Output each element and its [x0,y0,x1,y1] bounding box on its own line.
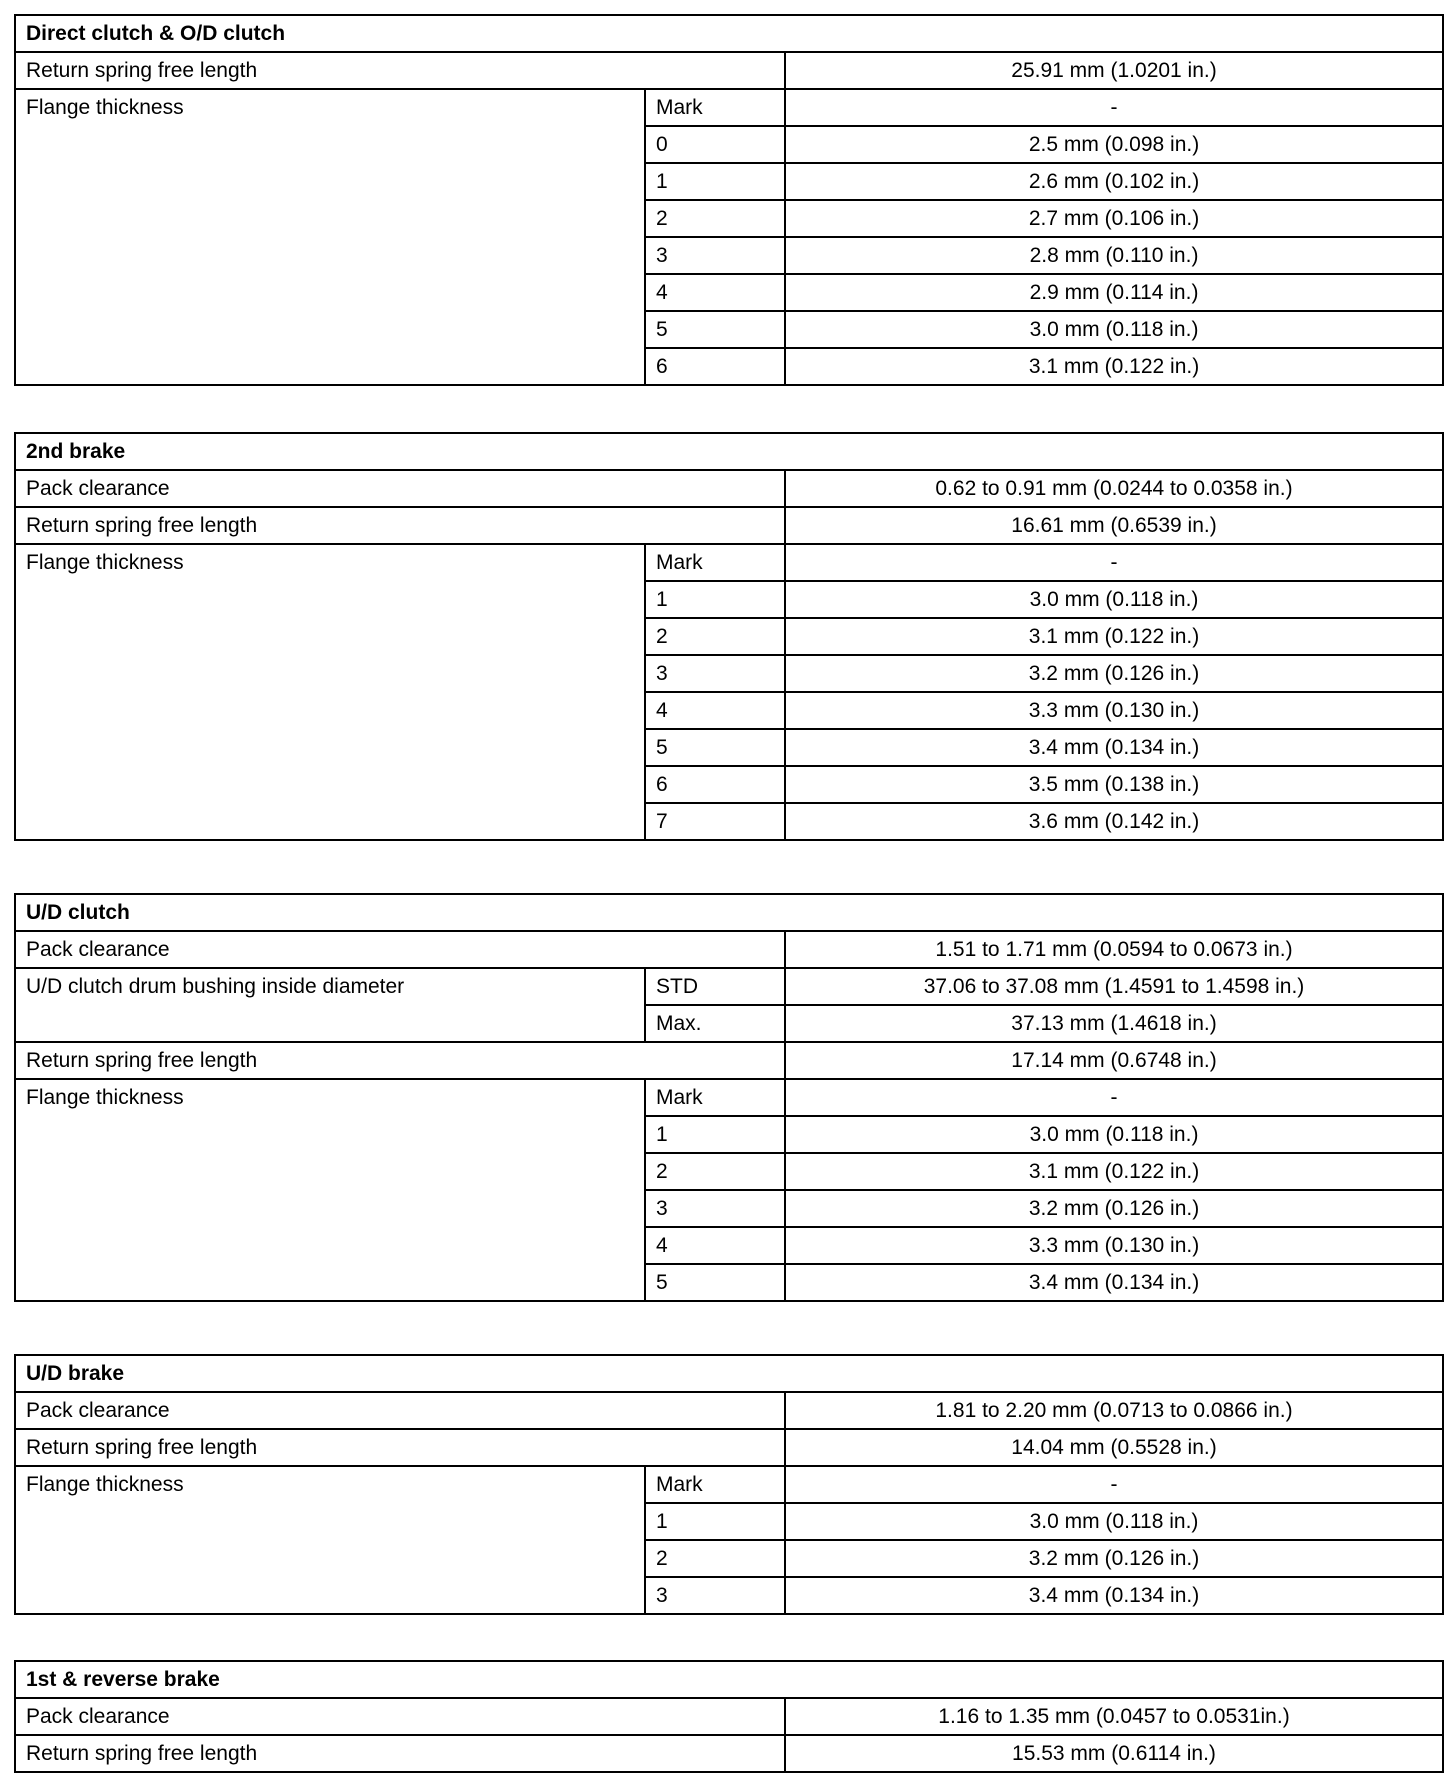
mark-thickness: 3.4 mm (0.134 in.) [785,1577,1443,1614]
return-spring-value: 16.61 mm (0.6539 in.) [785,507,1443,544]
mark-thickness: 2.5 mm (0.098 in.) [785,126,1443,163]
mark-number: 1 [645,1503,785,1540]
mark-thickness: 3.3 mm (0.130 in.) [785,1227,1443,1264]
section-title: U/D clutch [15,894,1443,931]
return-spring-label: Return spring free length [15,52,785,89]
mark-number: 3 [645,237,785,274]
return-spring-value: 17.14 mm (0.6748 in.) [785,1042,1443,1079]
flange-thickness-label: Flange thickness [15,1466,645,1614]
mark-thickness: 3.4 mm (0.134 in.) [785,1264,1443,1301]
mark-thickness: 3.0 mm (0.118 in.) [785,311,1443,348]
spec-table-1st-reverse-brake [14,1660,1444,1773]
mark-number: 5 [645,729,785,766]
section-title: Direct clutch & O/D clutch [15,15,1443,52]
return-spring-label: Return spring free length [15,1429,785,1466]
mark-number: 1 [645,581,785,618]
return-spring-value: 15.53 mm (0.6114 in.) [785,1735,1443,1772]
section-title: 2nd brake [15,433,1443,470]
mark-header: Mark [645,1466,785,1503]
mark-header: Mark [645,89,785,126]
pack-clearance-label: Pack clearance [15,470,785,507]
bushing-std-label: STD [645,968,785,1005]
mark-thickness: 2.8 mm (0.110 in.) [785,237,1443,274]
mark-header-value: - [785,1079,1443,1116]
pack-clearance-label: Pack clearance [15,931,785,968]
mark-number: 2 [645,1153,785,1190]
mark-number: 6 [645,766,785,803]
mark-number: 3 [645,1190,785,1227]
mark-thickness: 3.0 mm (0.118 in.) [785,1503,1443,1540]
pack-clearance-value: 1.16 to 1.35 mm (0.0457 to 0.0531in.) [785,1698,1443,1735]
mark-header-value: - [785,544,1443,581]
mark-number: 5 [645,1264,785,1301]
mark-number: 3 [645,1577,785,1614]
mark-number: 3 [645,655,785,692]
mark-number: 4 [645,1227,785,1264]
bushing-std-value: 37.06 to 37.08 mm (1.4591 to 1.4598 in.) [785,968,1443,1005]
mark-thickness: 3.1 mm (0.122 in.) [785,618,1443,655]
flange-thickness-label: Flange thickness [15,1079,645,1301]
pack-clearance-label: Pack clearance [15,1698,785,1735]
return-spring-value: 25.91 mm (1.0201 in.) [785,52,1443,89]
pack-clearance-label: Pack clearance [15,1392,785,1429]
bushing-max-label: Max. [645,1005,785,1042]
mark-number: 6 [645,348,785,385]
mark-thickness: 2.9 mm (0.114 in.) [785,274,1443,311]
mark-thickness: 3.1 mm (0.122 in.) [785,348,1443,385]
spec-table-2nd-brake [14,432,1444,841]
mark-thickness: 3.6 mm (0.142 in.) [785,803,1443,840]
mark-thickness: 3.4 mm (0.134 in.) [785,729,1443,766]
mark-thickness: 3.0 mm (0.118 in.) [785,581,1443,618]
mark-header-value: - [785,89,1443,126]
mark-thickness: 3.2 mm (0.126 in.) [785,1540,1443,1577]
return-spring-value: 14.04 mm (0.5528 in.) [785,1429,1443,1466]
pack-clearance-value: 0.62 to 0.91 mm (0.0244 to 0.0358 in.) [785,470,1443,507]
spec-table-ud-clutch [14,893,1444,1302]
mark-number: 0 [645,126,785,163]
mark-number: 4 [645,274,785,311]
mark-thickness: 2.7 mm (0.106 in.) [785,200,1443,237]
pack-clearance-value: 1.51 to 1.71 mm (0.0594 to 0.0673 in.) [785,931,1443,968]
mark-number: 5 [645,311,785,348]
mark-header-value: - [785,1466,1443,1503]
return-spring-label: Return spring free length [15,1042,785,1079]
mark-thickness: 3.1 mm (0.122 in.) [785,1153,1443,1190]
mark-thickness: 3.2 mm (0.126 in.) [785,655,1443,692]
spec-table-ud-brake [14,1354,1444,1615]
mark-thickness: 3.5 mm (0.138 in.) [785,766,1443,803]
mark-number: 4 [645,692,785,729]
mark-header: Mark [645,1079,785,1116]
mark-header: Mark [645,544,785,581]
mark-thickness: 3.0 mm (0.118 in.) [785,1116,1443,1153]
section-title: 1st & reverse brake [15,1661,1443,1698]
mark-number: 1 [645,1116,785,1153]
mark-number: 2 [645,618,785,655]
mark-number: 2 [645,1540,785,1577]
mark-thickness: 3.2 mm (0.126 in.) [785,1190,1443,1227]
bushing-diameter-label: U/D clutch drum bushing inside diameter [15,968,645,1042]
mark-thickness: 3.3 mm (0.130 in.) [785,692,1443,729]
mark-number: 2 [645,200,785,237]
bushing-max-value: 37.13 mm (1.4618 in.) [785,1005,1443,1042]
spec-table-direct-od-clutch [14,14,1444,386]
flange-thickness-label: Flange thickness [15,544,645,840]
mark-thickness: 2.6 mm (0.102 in.) [785,163,1443,200]
flange-thickness-label: Flange thickness [15,89,645,385]
return-spring-label: Return spring free length [15,1735,785,1772]
mark-number: 7 [645,803,785,840]
return-spring-label: Return spring free length [15,507,785,544]
section-title: U/D brake [15,1355,1443,1392]
pack-clearance-value: 1.81 to 2.20 mm (0.0713 to 0.0866 in.) [785,1392,1443,1429]
mark-number: 1 [645,163,785,200]
